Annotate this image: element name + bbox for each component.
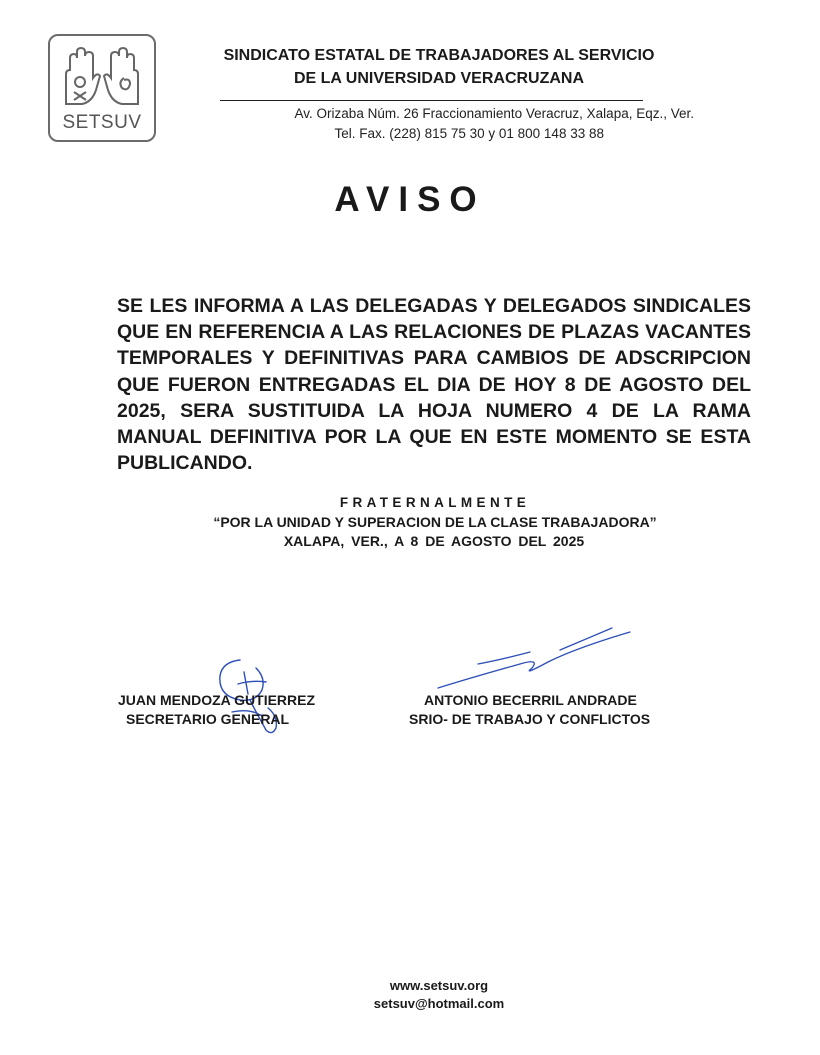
motto: “POR LA UNIDAD Y SUPERACION DE LA CLASE TRABAJADORA”	[213, 514, 657, 530]
salutation: FRATERNALMENTE	[339, 495, 531, 510]
signatory-2-role: SRIO- DE TRABAJO Y CONFLICTOS	[409, 711, 651, 727]
signatory-1-name: JUAN MENDOZA GUTIERREZ	[118, 692, 316, 708]
signatory-1-role: SECRETARIO GENERAL	[126, 711, 290, 727]
signatory-2-name: ANTONIO BECERRIL ANDRADE	[424, 692, 637, 708]
address: Av. Orizaba Núm. 26 Fraccionamiento Veracruz, Xalapa, Eqz., Ver.	[294, 106, 694, 121]
signature-antonio-becerril	[438, 628, 630, 688]
org-name-line1: SINDICATO ESTATAL DE TRABAJADORES AL SERVICIO	[223, 47, 655, 64]
footer-website[interactable]: www.setsuv.org	[389, 978, 489, 993]
notice-body: SE LES INFORMA A LAS DELEGADAS Y DELEGADOS SINDICALES QUE EN REFERENCIA A LAS RELACIONES DE PLAZAS VACANTES TEMPORALES Y DEFINITIVAS PARA CAMBIOS DE ADSCRIPCION QUE FUERON ENTREGADAS EL DIA DE HOY 8 DE AGOSTO DEL 2025, SERA SUSTITUIDA LA HOJA NUMERO 4 DE LA RAMA MANUAL DEFINITIVA POR LA QUE EN ESTE MOMENTO SE ESTA PUBLICANDO.	[117, 295, 751, 475]
phone: Tel. Fax. (228) 815 75 30 y 01 800 148 33 88	[334, 126, 604, 141]
org-name-line2: DE LA UNIVERSIDAD VERACRUZANA	[293, 70, 585, 87]
notice-title: AVISO	[334, 180, 486, 219]
place-date: XALAPA, VER., A 8 DE AGOSTO DEL 2025	[283, 533, 585, 549]
footer-email[interactable]: setsuv@hotmail.com	[373, 996, 505, 1011]
logo-text: SETSUV	[62, 112, 142, 133]
